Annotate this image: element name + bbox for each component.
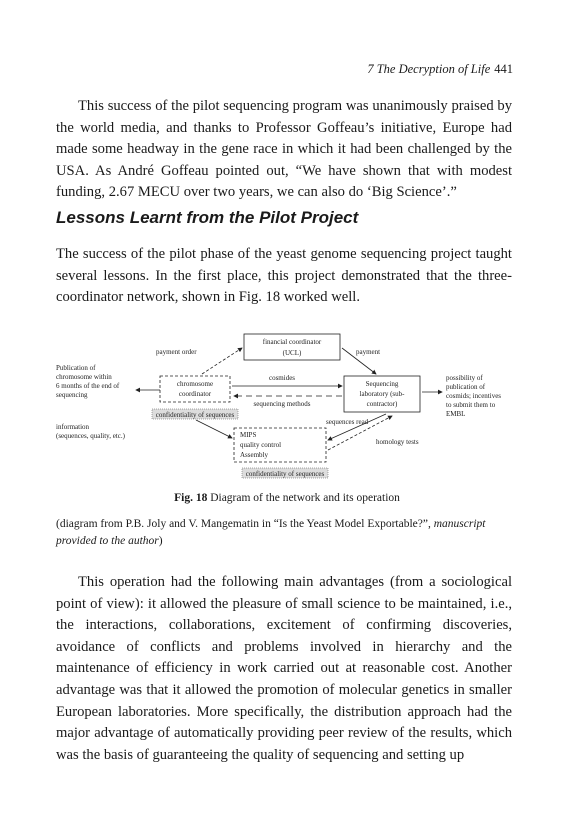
sequencing-lab-1: Sequencing (365, 380, 399, 388)
paragraph-3: This operation had the following main advantages (from a sociological point of view): it allowed the pleasure of small science to be maintained, i.e., the interactions, collaborations, excitement of confirming discoveries, avoidance of conflicts and problems involved in hierarchy and the maintenance of efficiency in work carried out at reasonable cost. Another advantage was that it allowed the promotion of molecular genetics in smaller European laboratories. More specifically, the distribution approach had the major advantage of automatically providing peer review of the results, which was the basis of guaranteeing the quality of sequencing and setting up (56, 574, 512, 763)
paragraph-1: This success of the pilot sequencing program was unanimously praised by the world media, and thanks to Professor Goffeau’s initiative, Europe had made some headway in the gene race in which it had been challenged by the USA. As André Goffeau pointed out, “We have shown that with modest funding, 2.67 MECU over two years, we can also do ‘Big Science’.” (56, 98, 512, 201)
source-suffix: ) (158, 535, 163, 547)
figure-caption (56, 492, 518, 504)
sequencing-lab-3: contractor) (366, 400, 398, 408)
publication-left-1: Publication of (56, 364, 96, 372)
page-number: 441 (494, 62, 513, 76)
information-label-1: information (56, 423, 90, 431)
source-italic: manuscript provided to the author (56, 518, 486, 547)
cosmides-label: cosmides (268, 374, 296, 382)
publication-left-4: sequencing (56, 391, 88, 399)
right-text-5: EMBL (446, 410, 466, 418)
confidentiality-label-2: confidentiality of sequences (245, 470, 325, 478)
financial-coordinator-label: financial coordinator (262, 338, 322, 346)
quality-control-label: quality control (240, 441, 282, 449)
sequencing-lab-2: laboratory (sub- (359, 390, 405, 398)
right-text-4: to submit them to (446, 401, 496, 409)
publication-left-2: chromosome within (56, 373, 112, 381)
paragraph-2: The success of the pilot phase of the yeast genome sequencing project taught several lessons. In the first place, this project demonstrated that the three-coordinator network, shown in Fig. 18 worked well. (56, 246, 512, 306)
section-title: Lessons Learnt from the Pilot Project (56, 208, 359, 227)
information-label-2: (sequences, quality, etc.) (56, 432, 125, 440)
mips-label: MIPS (240, 431, 257, 439)
right-text-3: cosmids; incentives (446, 392, 502, 400)
right-text-1: possibility of (446, 374, 483, 382)
assembly-label: Assembly (240, 451, 268, 459)
sequencing-methods-label: sequencing methods (253, 400, 311, 408)
running-header (367, 62, 513, 77)
confidentiality-label-1: confidentiality of sequences (155, 411, 235, 419)
sequences-read-label: sequences read (326, 418, 369, 426)
payment-order-label: payment order (156, 348, 197, 356)
right-text-2: publication of (446, 383, 486, 391)
chromosome-coordinator-1: chromosome (176, 380, 214, 388)
network-diagram (56, 328, 518, 488)
figure-source (56, 516, 518, 550)
publication-left-3: 6 months of the end of (56, 382, 120, 390)
source-prefix: (diagram from P.B. Joly and V. Mangematin in “Is the Yeast Model Exportable?”, (56, 518, 434, 530)
chapter-title: 7 The Decryption of Life (367, 62, 491, 76)
homology-tests-label: homology tests (376, 438, 419, 446)
ucl-label: (UCL) (282, 349, 302, 357)
caption-text: Diagram of the network and its operation (207, 492, 400, 504)
chromosome-coordinator-2: coordinator (178, 390, 212, 398)
caption-label: Fig. 18 (174, 492, 208, 504)
payment-label: payment (356, 348, 381, 356)
